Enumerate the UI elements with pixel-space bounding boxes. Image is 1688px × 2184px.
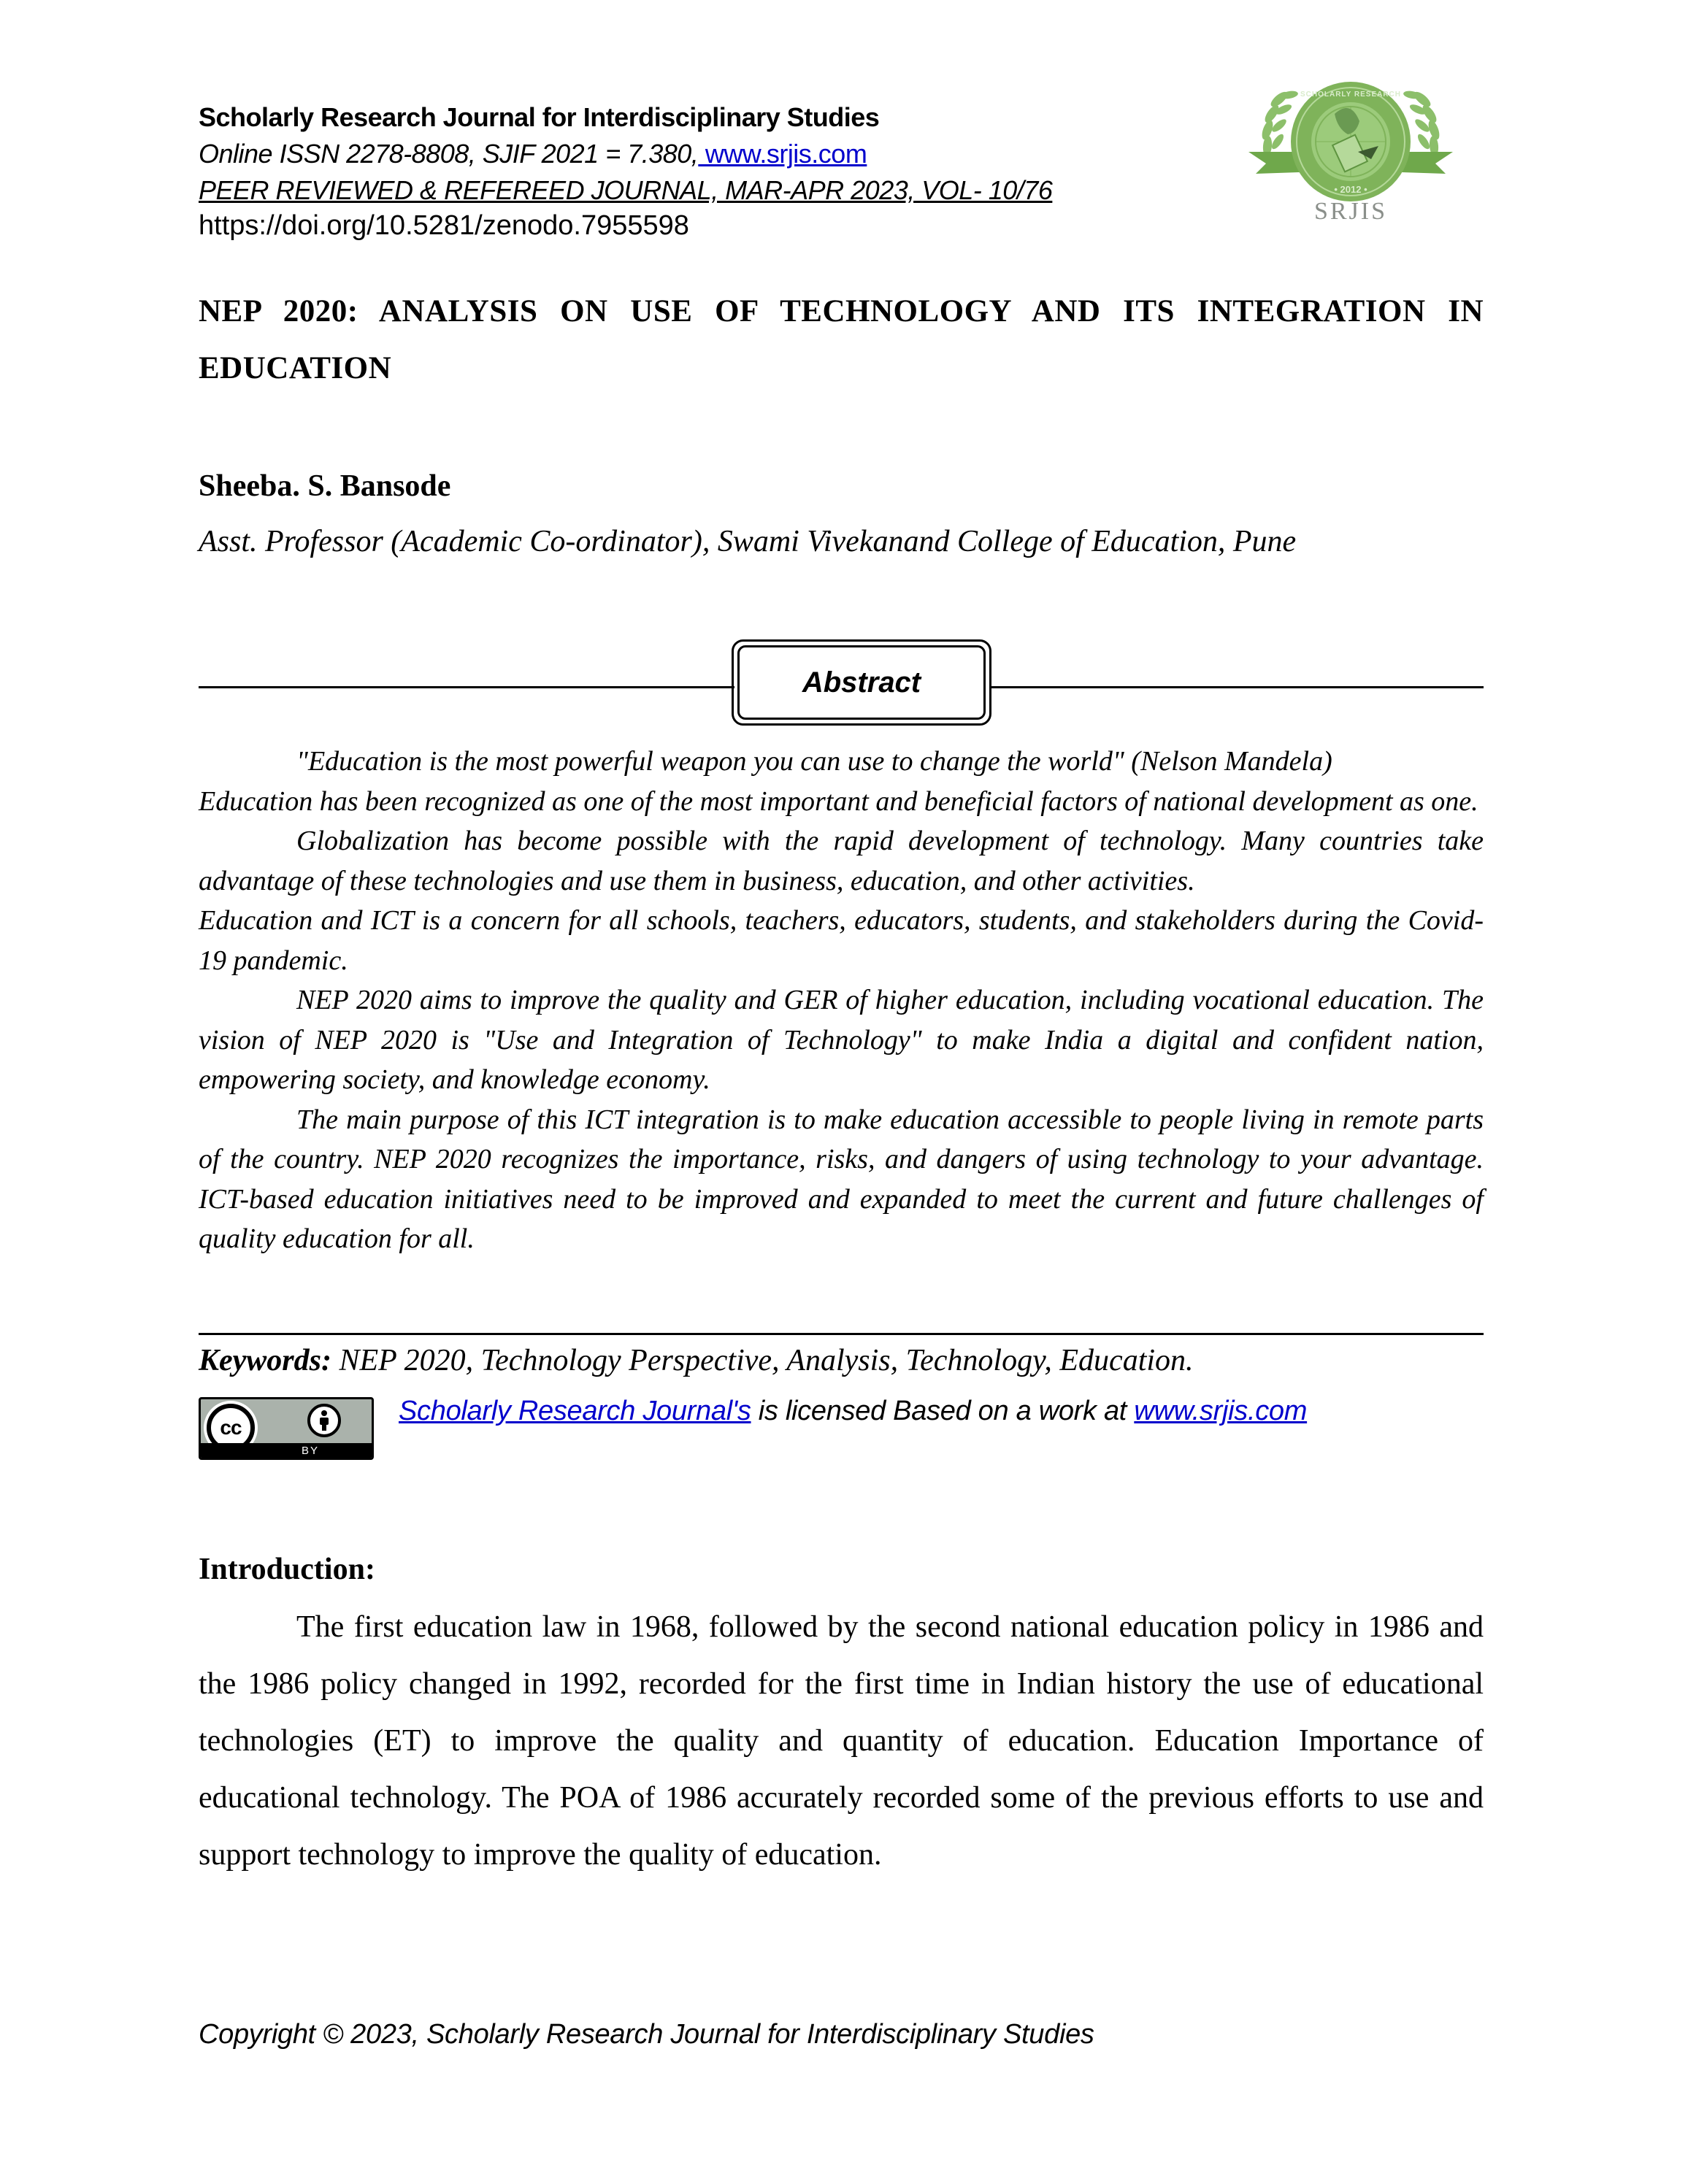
introduction-body bbox=[199, 1599, 1484, 1883]
abstract-heading: Abstract bbox=[802, 666, 921, 699]
srjis-site-link[interactable]: www.srjis.com bbox=[1134, 1396, 1308, 1426]
abstract-quote: "Education is the most powerful weapon you can use to change the world" (Nelson Mandela) bbox=[296, 746, 1332, 777]
svg-text:SRJIS: SRJIS bbox=[1313, 198, 1388, 223]
svg-text:SCHOLARLY RESEARCH: SCHOLARLY RESEARCH bbox=[1300, 91, 1402, 99]
keywords-line bbox=[199, 1343, 1194, 1378]
abstract-paragraph: NEP 2020 aims to improve the quality and GER of higher education, including vocational education. The vision of NEP 2020 is "Use and Integration of Technology" to make India a digital and confident nation, empowering society, and knowledge economy. bbox=[199, 985, 1484, 1095]
journal-license-link[interactable]: Scholarly Research Journal's bbox=[399, 1396, 751, 1426]
abstract-body bbox=[199, 742, 1484, 1259]
license-middle-text: is licensed Based on a work at bbox=[751, 1396, 1135, 1426]
keywords-divider bbox=[199, 1333, 1484, 1335]
person-glyph-icon bbox=[310, 1407, 338, 1434]
cc-icon-text: cc bbox=[220, 1416, 242, 1439]
attribution-person-icon bbox=[307, 1404, 341, 1437]
keywords-label: Keywords: bbox=[199, 1344, 331, 1377]
introduction-heading: Introduction: bbox=[199, 1553, 375, 1586]
abstract-heading-inner bbox=[737, 645, 986, 720]
copyright-footer: Copyright © 2023, Scholarly Research Journal for Interdisciplinary Studies bbox=[199, 2019, 1094, 2050]
abstract-paragraph: Education and ICT is a concern for all schools, teachers, educators, students, and stakeholders during the Covid-19 pandemic. bbox=[199, 905, 1484, 976]
introduction-paragraph: The first education law in 1968, followed by the second national education policy in 1986 and the 1986 policy changed in 1992, recorded for the first time in Indian history the use of educational technologies (ET) to improve the quality and quantity of education. Education Importance of educational technology. The POA of 1986 accurately recorded some of the previous efforts to use and support technology to improve the quality of education. bbox=[199, 1610, 1484, 1872]
journal-name: Scholarly Research Journal for Interdisciplinary Studies bbox=[199, 102, 880, 132]
license-statement bbox=[399, 1396, 1307, 1427]
author-affiliation: Asst. Professor (Academic Co-ordinator), Swami Vivekanand College of Education, Pune bbox=[199, 525, 1297, 558]
keywords-text: NEP 2020, Technology Perspective, Analysis, Technology, Education. bbox=[331, 1344, 1194, 1377]
abstract-paragraph: Education has been recognized as one of the most important and beneficial factors of national development as one. bbox=[199, 785, 1478, 817]
srjis-logo bbox=[1241, 70, 1460, 223]
article-title: NEP 2020: ANALYSIS ON USE OF TECHNOLOGY AND ITS INTEGRATION IN EDUCATION bbox=[199, 294, 1484, 385]
svg-text:• 2012 •: • 2012 • bbox=[1334, 184, 1367, 195]
author-name: Sheeba. S. Bansode bbox=[199, 469, 451, 503]
peer-review-line: PEER REVIEWED & REFEREED JOURNAL, MAR-APR 2023, VOL- 10/76 bbox=[199, 175, 1053, 205]
by-strip bbox=[201, 1443, 372, 1458]
laurel-seal-icon bbox=[1241, 70, 1460, 223]
cc-by-license-badge[interactable] bbox=[199, 1397, 374, 1460]
issn-text: Online ISSN 2278-8808, SJIF 2021 = 7.380, bbox=[199, 139, 699, 169]
website-link[interactable]: www.srjis.com bbox=[698, 139, 867, 169]
abstract-heading-box bbox=[732, 639, 991, 726]
divider-right bbox=[990, 686, 1484, 688]
divider-left bbox=[199, 686, 734, 688]
abstract-paragraph: The main purpose of this ICT integration is to make education accessible to people living in remote parts of the country. NEP 2020 recognizes the importance, risks, and dangers of using technology to your advantage. ICT-based education initiatives need to be improved and expanded to meet the current and future challenges of quality education for all. bbox=[199, 1104, 1484, 1254]
issn-line bbox=[199, 139, 867, 169]
abstract-paragraph: Globalization has become possible with the rapid development of technology. Many countries take advantage of these technologies and use them in business, education, and other activities. bbox=[199, 826, 1484, 896]
by-label: BY bbox=[302, 1445, 320, 1457]
doi-link[interactable]: https://doi.org/10.5281/zenodo.7955598 bbox=[199, 210, 689, 241]
